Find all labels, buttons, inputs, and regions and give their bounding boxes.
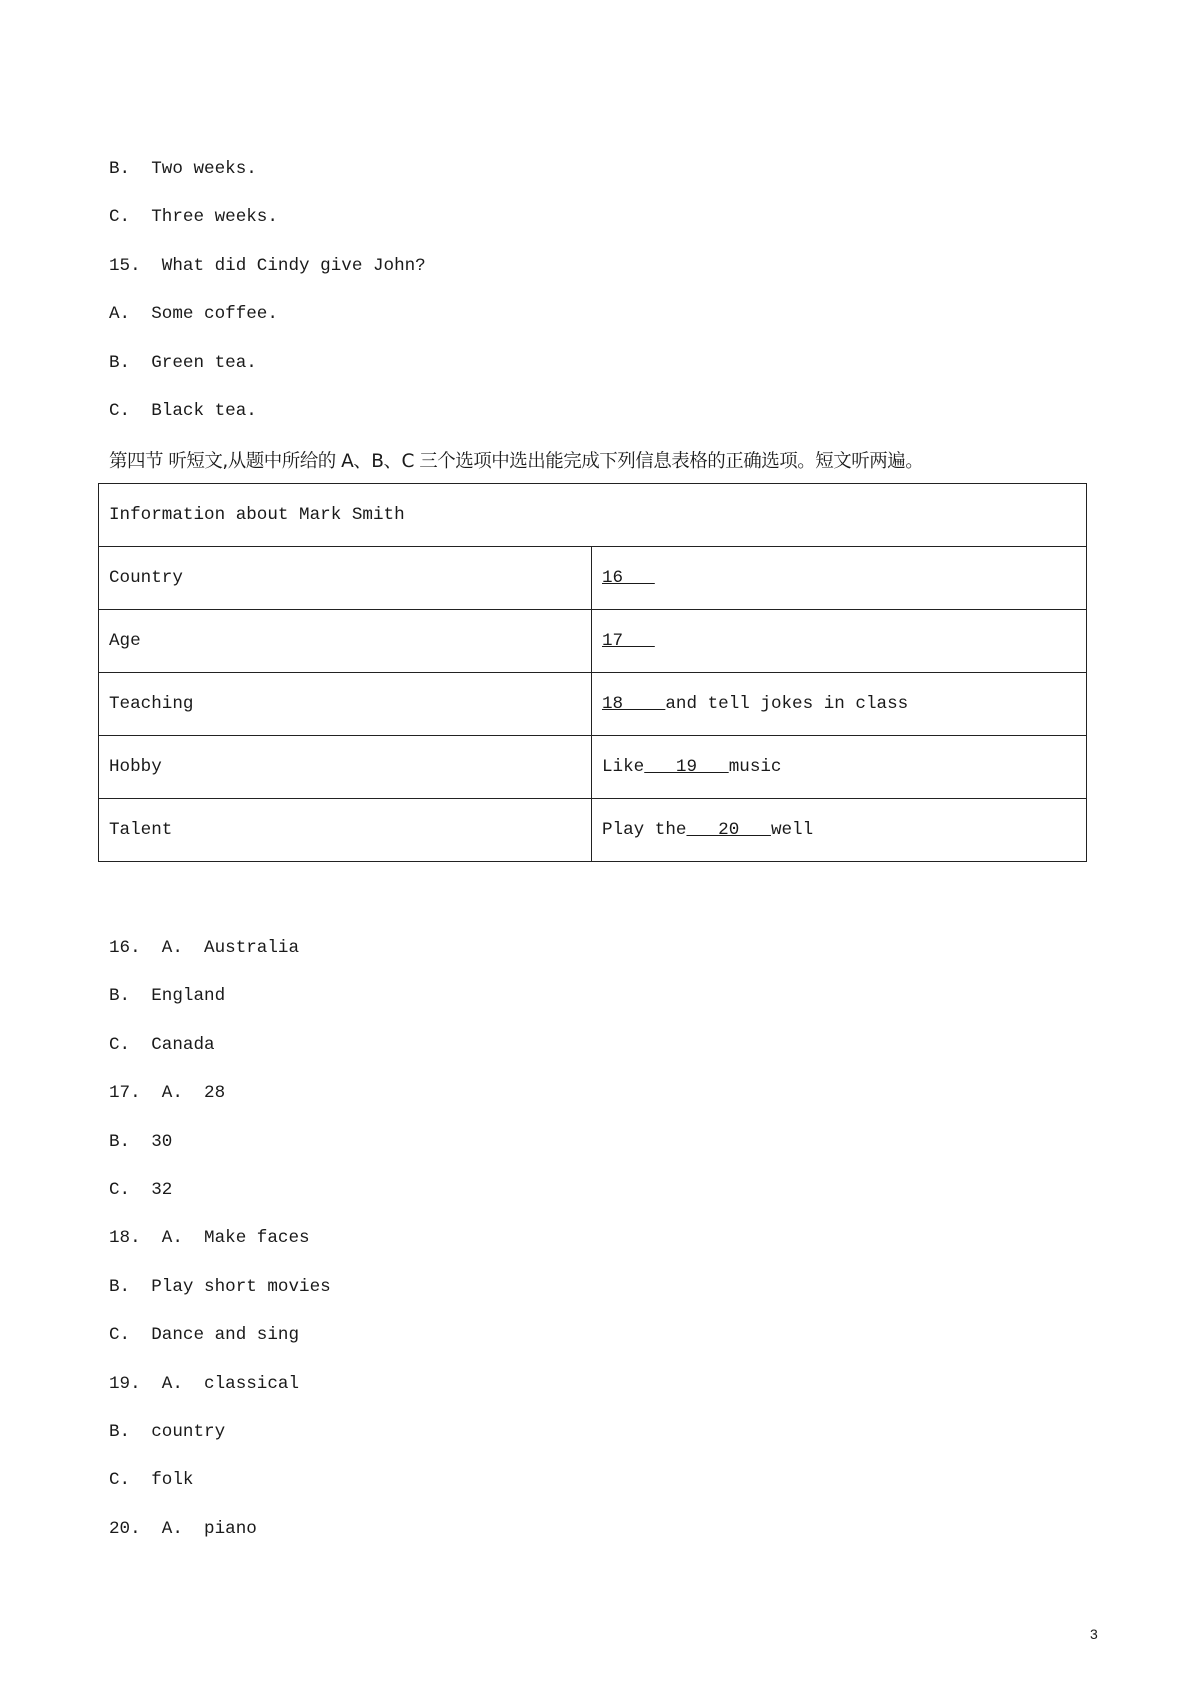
question-line: 18. A. Make faces bbox=[109, 1228, 310, 1249]
row-label: Country bbox=[99, 547, 592, 610]
table-row bbox=[99, 610, 1087, 673]
question-line: C. Black tea. bbox=[109, 401, 257, 421]
value-blank: 19 bbox=[644, 757, 729, 777]
row-label: Talent bbox=[99, 799, 592, 862]
question-line: 17. A. 28 bbox=[109, 1083, 226, 1104]
table-row bbox=[99, 736, 1087, 799]
question-line: B. Two weeks. bbox=[109, 159, 257, 179]
question-line: B. 30 bbox=[109, 1131, 173, 1152]
row-value bbox=[592, 610, 1087, 673]
question-line: A. Some coffee. bbox=[109, 304, 278, 325]
question-line: C. 32 bbox=[109, 1180, 173, 1200]
question-line: C. Canada bbox=[109, 1034, 215, 1055]
value-blank: 20 bbox=[686, 820, 771, 840]
row-label: Teaching bbox=[99, 673, 592, 736]
row-value bbox=[592, 547, 1087, 610]
question-line: 20. A. piano bbox=[109, 1518, 257, 1539]
table-row bbox=[99, 673, 1087, 736]
question-line: C. Dance and sing bbox=[109, 1325, 300, 1346]
table-row bbox=[99, 799, 1087, 862]
question-line: B. Play short movies bbox=[109, 1276, 331, 1297]
value-blank: 16 bbox=[602, 568, 655, 588]
row-label: Hobby bbox=[99, 736, 592, 799]
info-table bbox=[98, 483, 1087, 862]
value-after: music bbox=[728, 757, 782, 777]
row-label: Age bbox=[99, 610, 592, 673]
question-line: 16. A. Australia bbox=[109, 938, 300, 958]
row-value bbox=[592, 736, 1087, 799]
value-after: well bbox=[770, 820, 814, 840]
row-value bbox=[592, 673, 1087, 736]
section-heading: 第四节 听短文,从题中所给的 A、B、C 三个选项中选出能完成下列信息表格的正确选项。短文听两遍。 bbox=[109, 451, 924, 472]
question-line: B. Green tea. bbox=[109, 352, 257, 373]
value-blank: 18 bbox=[602, 694, 666, 714]
table-title: Information about Mark Smith bbox=[99, 484, 1087, 547]
question-line: B. England bbox=[109, 986, 226, 1007]
value-blank: 17 bbox=[602, 631, 655, 651]
question-line: B. country bbox=[109, 1422, 226, 1442]
page-number: 3 bbox=[1090, 1626, 1098, 1642]
question-line: 15. What did Cindy give John? bbox=[109, 255, 426, 276]
question-line: 19. A. classical bbox=[109, 1373, 300, 1394]
table-row bbox=[99, 547, 1087, 610]
question-line: C. folk bbox=[109, 1470, 194, 1491]
value-after: and tell jokes in class bbox=[665, 694, 909, 714]
question-line: C. Three weeks. bbox=[109, 207, 278, 228]
value-before: Like bbox=[602, 757, 645, 777]
value-before: Play the bbox=[602, 820, 687, 840]
row-value bbox=[592, 799, 1087, 862]
table-title-row bbox=[99, 484, 1087, 547]
